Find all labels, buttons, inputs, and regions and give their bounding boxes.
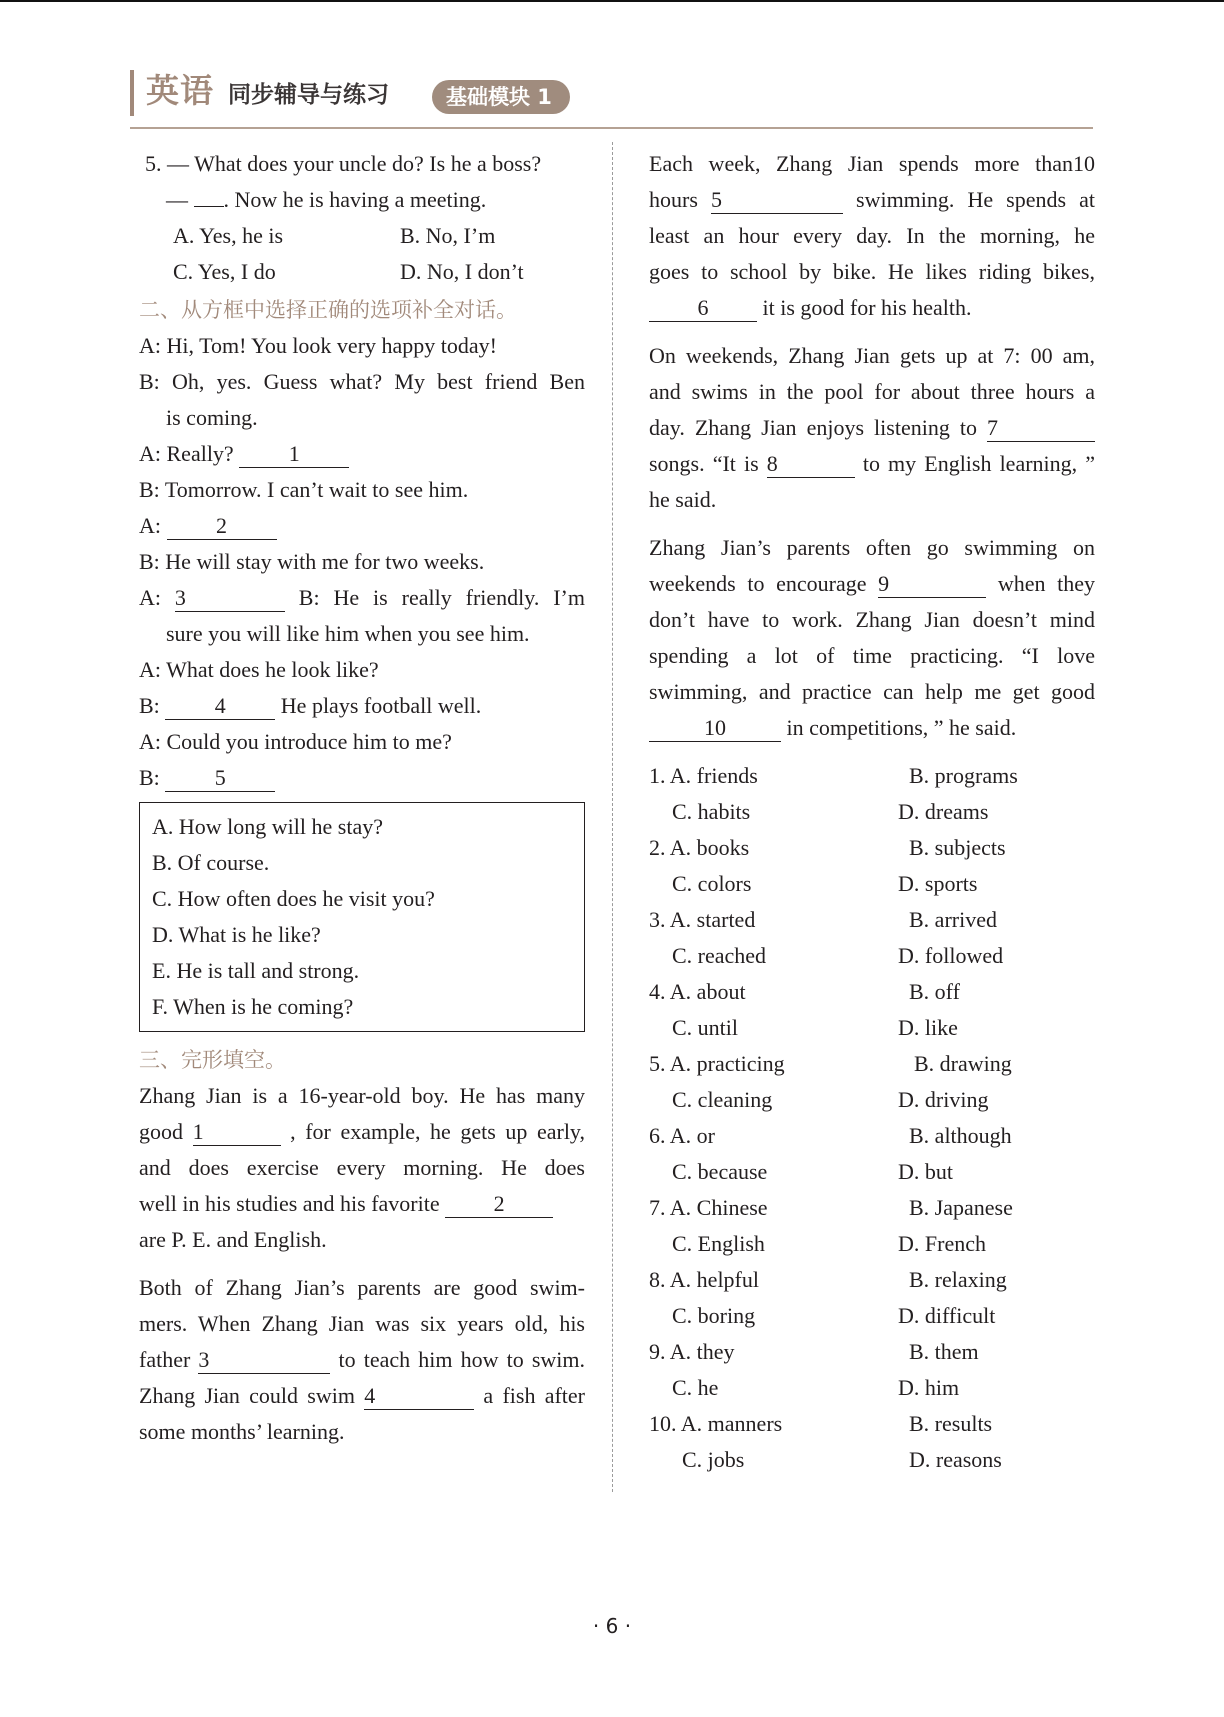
choice-option[interactable]: C. boring: [672, 1303, 756, 1328]
choice-option[interactable]: 10. A. manners: [649, 1411, 783, 1436]
choice-option[interactable]: D. French: [898, 1231, 986, 1256]
cloze-line: 6 it is good for his health.: [649, 290, 1095, 326]
cloze-line: and swims in the pool for about three hours a: [649, 379, 1095, 404]
cloze-line: least an hour every day. In the morning, he: [649, 223, 1095, 248]
cloze-line: Zhang Jian is a 16-year-old boy. He has many: [139, 1083, 585, 1108]
section-3-heading: 三、完形填空。: [139, 1048, 286, 1072]
box-option-d[interactable]: D. What is he like?: [152, 922, 321, 947]
choice-option[interactable]: D. difficult: [898, 1303, 996, 1328]
dialogue-line: B: Tomorrow. I can’t wait to see him.: [139, 477, 469, 502]
choice-row: [649, 1082, 1095, 1118]
cloze-line: don’t have to work. Zhang Jian doesn’t mind: [649, 607, 1095, 632]
cloze-line: 10 in competitions, ” he said.: [649, 710, 1095, 746]
choice-row: [649, 902, 1095, 938]
column-divider: [612, 142, 613, 1492]
choice-option[interactable]: C. English: [672, 1231, 765, 1256]
book-subtitle: 同步辅导与练习: [228, 82, 389, 108]
q5-option-b[interactable]: B. No, I’m: [400, 223, 496, 248]
choice-row: [649, 1406, 1095, 1442]
choice-row: [649, 1298, 1095, 1334]
cloze-line: goes to school by bike. He likes riding bikes,: [649, 259, 1095, 284]
cloze-line: he said.: [649, 487, 717, 512]
choice-option[interactable]: 9. A. they: [649, 1339, 735, 1364]
cloze-line: hours 5 swimming. He spends at: [649, 187, 1095, 212]
cloze-line: swimming, and practice can help me get good: [649, 679, 1095, 704]
choice-option[interactable]: B. them: [909, 1339, 979, 1364]
choice-option[interactable]: B. drawing: [914, 1051, 1012, 1076]
box-option-f[interactable]: F. When is he coming?: [152, 994, 354, 1019]
choice-option[interactable]: C. cleaning: [672, 1087, 773, 1112]
choice-row: [649, 938, 1095, 974]
choice-option[interactable]: B. results: [909, 1411, 993, 1436]
choice-option[interactable]: B. subjects: [909, 835, 1006, 860]
choice-option[interactable]: C. colors: [672, 871, 752, 896]
dialogue-line: sure you will like him when you see him.: [166, 621, 530, 646]
q5-option-a[interactable]: A. Yes, he is: [173, 223, 284, 248]
top-border: [0, 0, 1224, 2]
cloze-line: are P. E. and English.: [139, 1227, 327, 1252]
cloze-blank-10[interactable]: 10: [649, 715, 781, 742]
dialogue-line: A: Hi, Tom! You look very happy today!: [139, 333, 497, 358]
choice-row: [649, 1262, 1095, 1298]
dialogue-line: A: 2: [139, 508, 585, 544]
choice-row: [649, 1370, 1095, 1406]
header-accent-bar: [130, 70, 134, 116]
cloze-line: Zhang Jian could swim 4 a fish after: [139, 1383, 585, 1408]
dialogue-blank-3[interactable]: 3: [175, 585, 285, 612]
choice-option[interactable]: B. programs: [909, 763, 1018, 788]
choice-row: [649, 1442, 1095, 1478]
box-option-e[interactable]: E. He is tall and strong.: [152, 958, 360, 983]
cloze-blank-1[interactable]: 1: [193, 1119, 281, 1146]
box-option-b[interactable]: B. Of course.: [152, 850, 270, 875]
choice-option[interactable]: B. although: [909, 1123, 1012, 1148]
dialogue-line: A: Could you introduce him to me?: [139, 729, 452, 754]
q5-option-c[interactable]: C. Yes, I do: [173, 259, 276, 284]
choice-option[interactable]: D. sports: [898, 871, 978, 896]
choice-option[interactable]: 4. A. about: [649, 979, 746, 1004]
choice-option[interactable]: C. jobs: [682, 1447, 745, 1472]
choice-option[interactable]: C. until: [672, 1015, 739, 1040]
left-column: [139, 146, 585, 1450]
choice-row: [649, 758, 1095, 794]
choice-option[interactable]: B. arrived: [909, 907, 997, 932]
dialogue-line: A: What does he look like?: [139, 657, 379, 682]
choice-option[interactable]: D. like: [898, 1015, 958, 1040]
cloze-line: and does exercise every morning. He does: [139, 1155, 585, 1180]
cloze-line: father 3 to teach him how to swim.: [139, 1347, 585, 1372]
choice-option[interactable]: D. followed: [898, 943, 1004, 968]
choice-row: [649, 1154, 1095, 1190]
choice-option[interactable]: B. Japanese: [909, 1195, 1013, 1220]
cloze-blank-2[interactable]: 2: [445, 1191, 553, 1218]
cloze-line: well in his studies and his favorite 2: [139, 1186, 585, 1222]
q5-blank[interactable]: [194, 206, 224, 207]
choice-row: [649, 866, 1095, 902]
choice-option[interactable]: D. him: [898, 1375, 960, 1400]
cloze-line: mers. When Zhang Jian was six years old, his: [139, 1311, 585, 1336]
page-header: [130, 66, 1090, 120]
cloze-blank-8[interactable]: 8: [767, 451, 855, 478]
dialogue-blank-4[interactable]: 4: [165, 693, 275, 720]
q5-options-row-1: [139, 218, 585, 254]
dialogue-line: A: 3 B: He is really friendly. I’m: [139, 585, 586, 610]
cloze-line: weekends to encourage 9 when they: [649, 571, 1095, 596]
choice-option[interactable]: D. dreams: [898, 799, 989, 824]
choice-row: [649, 1010, 1095, 1046]
choice-option[interactable]: C. reached: [672, 943, 767, 968]
cloze-line: Both of Zhang Jian’s parents are good swim-: [139, 1275, 585, 1300]
choice-row: [649, 794, 1095, 830]
cloze-line: spending a lot of time practicing. “I love: [649, 643, 1095, 668]
choice-option[interactable]: B. off: [909, 979, 960, 1004]
dialogue-line: B: Oh, yes. Guess what? My best friend Ben: [139, 369, 585, 394]
choice-row: [649, 1190, 1095, 1226]
cloze-blank-5[interactable]: 5: [711, 187, 843, 214]
q5-options-row-2: [139, 254, 585, 290]
cloze-line: Each week, Zhang Jian spends more than10: [649, 151, 1095, 176]
cloze-blank-7[interactable]: 7: [987, 415, 1095, 442]
choice-option[interactable]: 6. A. or: [649, 1123, 715, 1148]
choice-option[interactable]: C. habits: [672, 799, 751, 824]
choice-option[interactable]: 2. A. books: [649, 835, 750, 860]
choice-row: [649, 1046, 1095, 1082]
choice-option[interactable]: 1. A. friends: [649, 763, 758, 788]
cloze-blank-6[interactable]: 6: [649, 295, 757, 322]
cloze-line: day. Zhang Jian enjoys listening to 7: [649, 410, 1095, 446]
choice-row: [649, 1334, 1095, 1370]
choice-row: [649, 1226, 1095, 1262]
choice-option[interactable]: C. he: [672, 1375, 719, 1400]
page-number: · 6 ·: [592, 1614, 632, 1638]
cloze-blank-9[interactable]: 9: [878, 571, 986, 598]
dialogue-line: A: Really? 1: [139, 436, 585, 472]
choice-row: [649, 830, 1095, 866]
choice-option[interactable]: 5. A. practicing: [649, 1051, 785, 1076]
q5-option-d[interactable]: D. No, I don’t: [400, 259, 524, 284]
dialogue-line: is coming.: [166, 405, 258, 430]
choice-option[interactable]: 8. A. helpful: [649, 1267, 759, 1292]
dialogue-blank-2[interactable]: 2: [167, 513, 277, 540]
choice-option[interactable]: 3. A. started: [649, 907, 756, 932]
dialogue-line: B: 5: [139, 760, 585, 796]
cloze-blank-4[interactable]: 4: [364, 1383, 474, 1410]
choice-option[interactable]: D. driving: [898, 1087, 989, 1112]
choice-row: [649, 974, 1095, 1010]
cloze-line: Zhang Jian’s parents often go swimming on: [649, 535, 1095, 560]
q5-answer-line: — . Now he is having a meeting.: [166, 187, 487, 212]
header-rule: [130, 127, 1093, 129]
options-box: [139, 802, 585, 1032]
dialogue-blank-5[interactable]: 5: [165, 765, 275, 792]
q5-question: 5. — What does your uncle do? Is he a boss?: [145, 151, 542, 176]
box-option-a[interactable]: A. How long will he stay?: [152, 814, 383, 839]
box-option-c[interactable]: C. How often does he visit you?: [152, 886, 435, 911]
cloze-line: On weekends, Zhang Jian gets up at 7: 00 am,: [649, 343, 1095, 368]
subject-title: 英语: [146, 71, 214, 110]
dialogue-line: B: He will stay with me for two weeks.: [139, 549, 485, 574]
choice-option[interactable]: D. but: [898, 1159, 953, 1184]
cloze-line: good 1 , for example, he gets up early,: [139, 1119, 585, 1144]
choice-option[interactable]: D. reasons: [909, 1447, 1002, 1472]
choice-option[interactable]: C. because: [672, 1159, 768, 1184]
section-2-heading: 二、从方框中选择正确的选项补全对话。: [139, 298, 517, 322]
module-badge: 基础模块 1: [432, 80, 570, 114]
dialogue-blank-1[interactable]: 1: [239, 441, 349, 468]
choice-option[interactable]: 7. A. Chinese: [649, 1195, 768, 1220]
cloze-line: songs. “It is 8 to my English learning, ”: [649, 451, 1095, 476]
cloze-line: some months’ learning.: [139, 1419, 345, 1444]
choice-row: [649, 1118, 1095, 1154]
cloze-blank-3[interactable]: 3: [198, 1347, 330, 1374]
choice-option[interactable]: B. relaxing: [909, 1267, 1007, 1292]
dialogue-line: B: 4 He plays football well.: [139, 693, 482, 718]
right-column: [649, 146, 1095, 1478]
